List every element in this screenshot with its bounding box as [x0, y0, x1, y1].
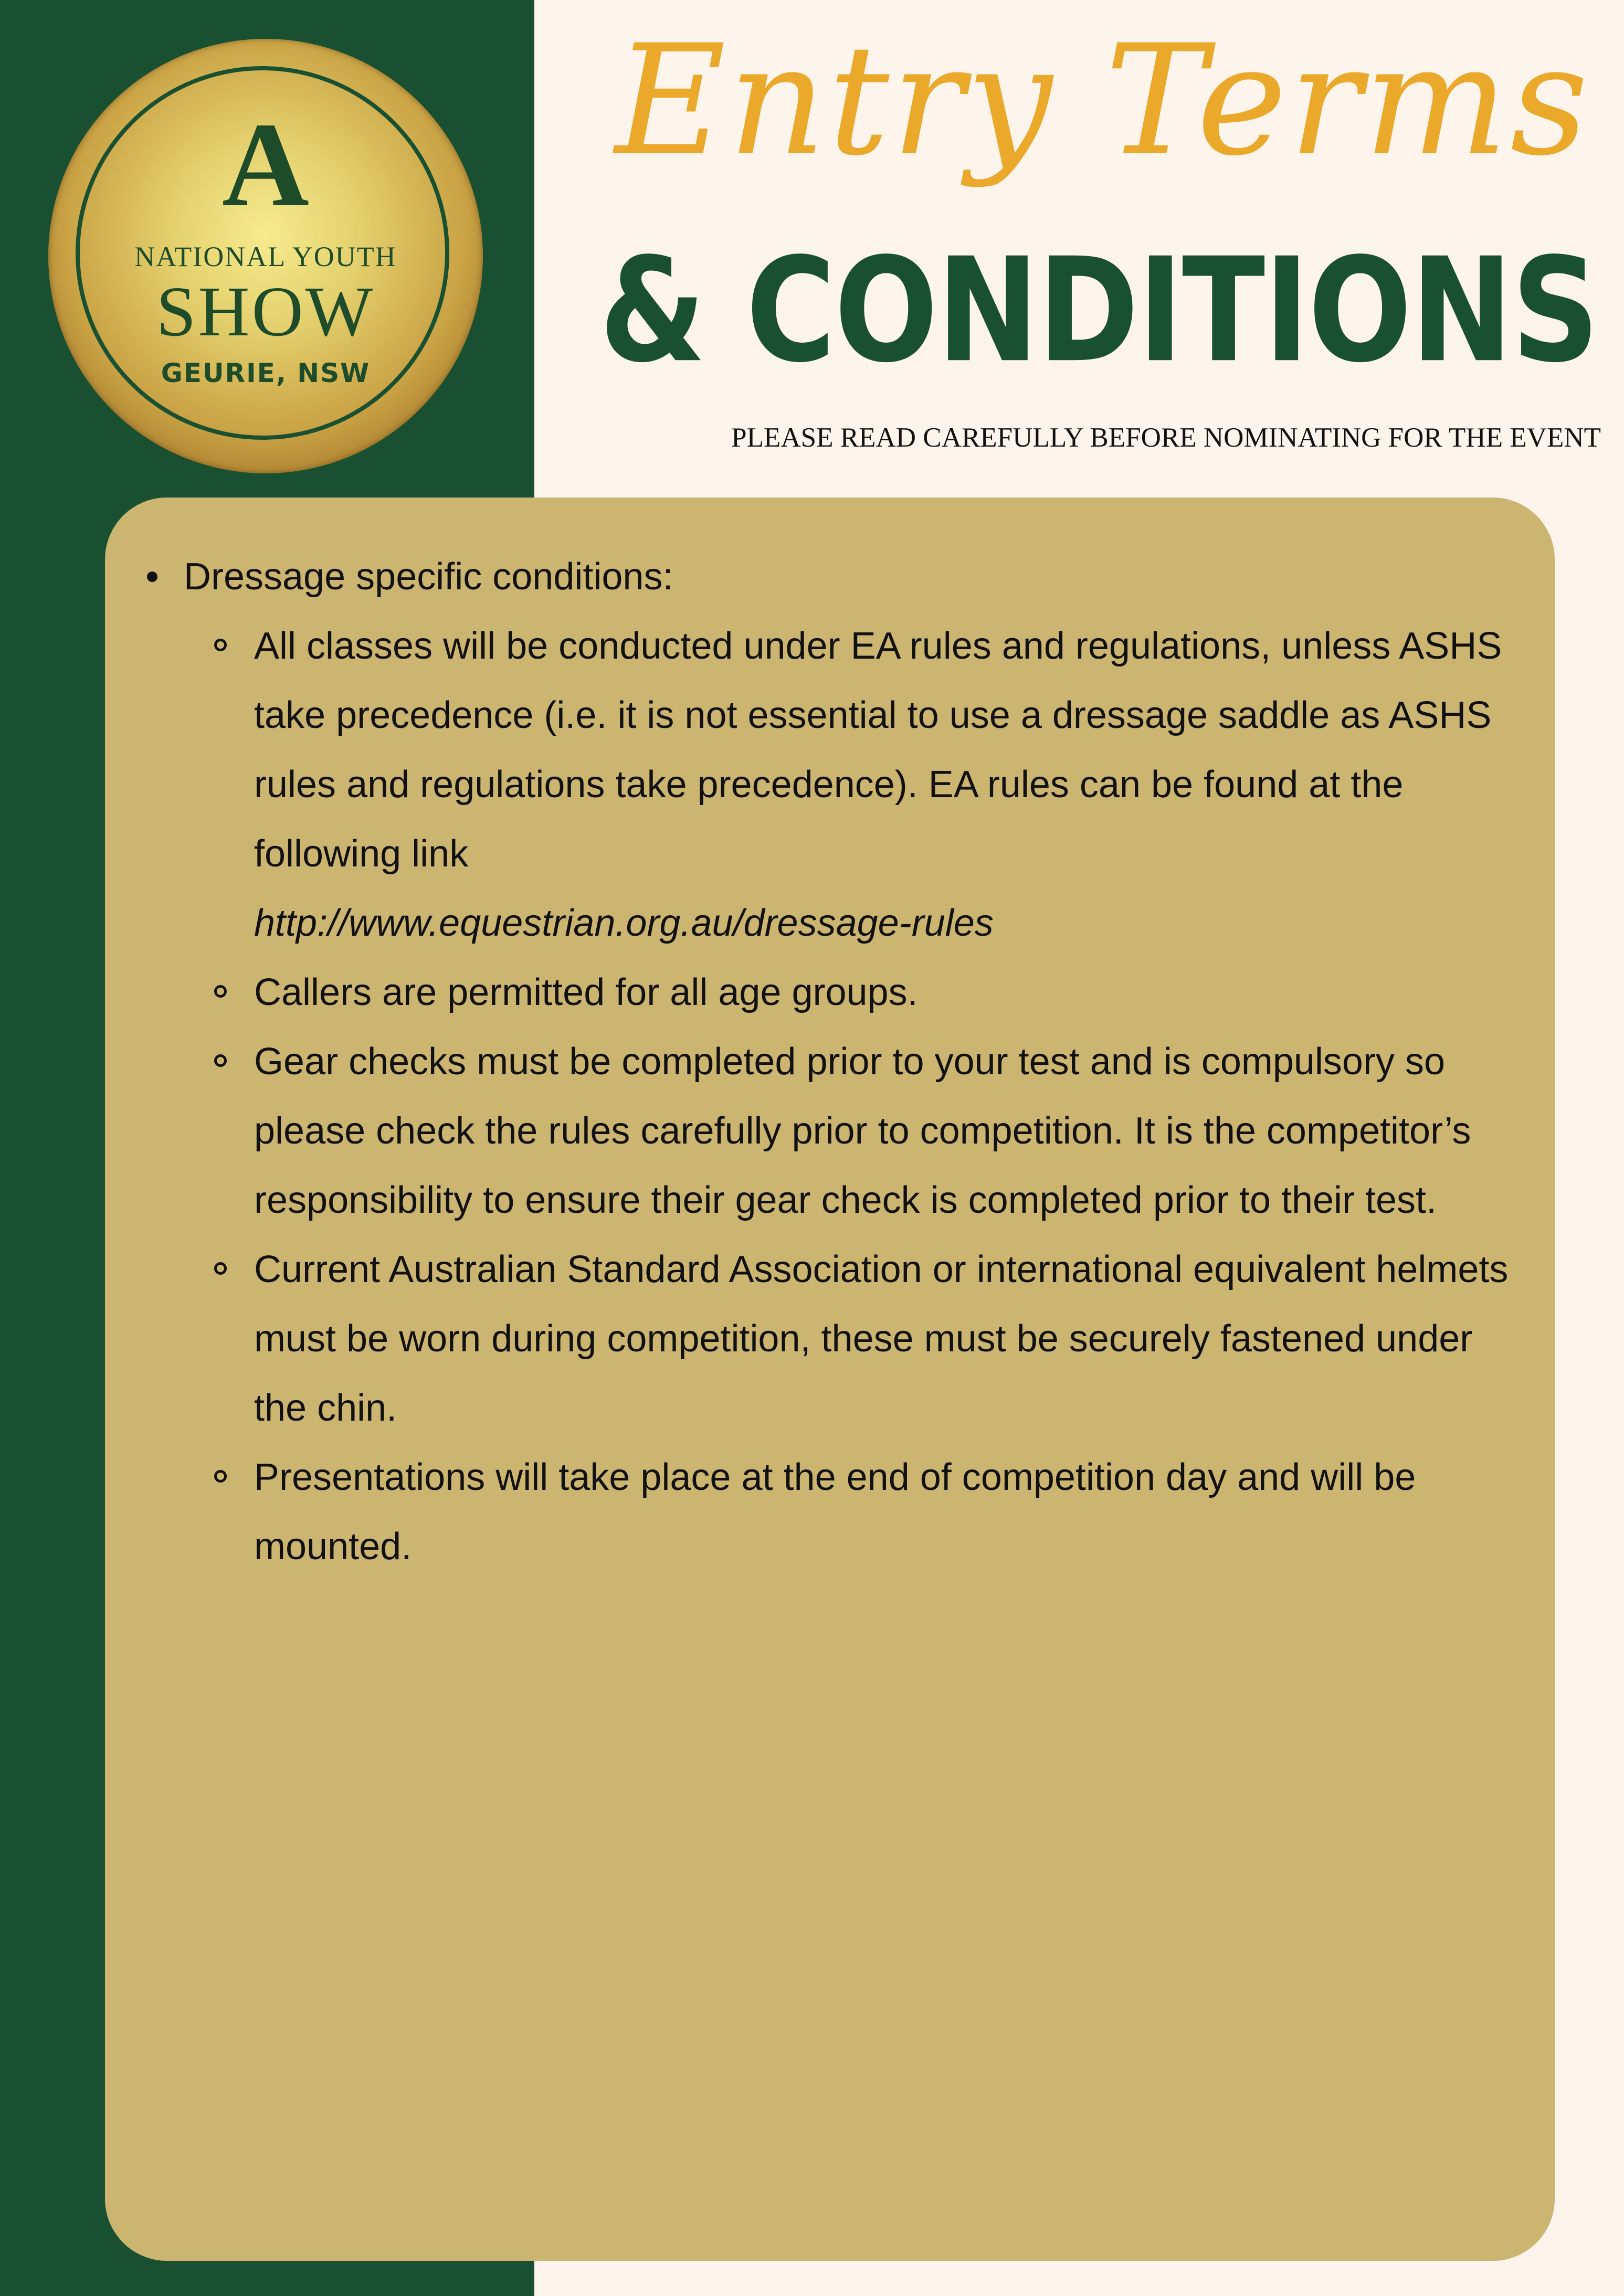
list-item [184, 611, 1527, 958]
logo-line-location: GEURIE, NSW [161, 358, 371, 388]
logo-letter: A [222, 98, 310, 231]
item-text: Current Australian Standard Association or international equivalent helmets must be worn during competition, these must be securely fastened under the chin. [254, 1248, 1509, 1429]
item-text: Callers are permitted for all age groups. [254, 971, 918, 1013]
item-text: Presentations will take place at the end of competition day and will be mounted. [254, 1456, 1416, 1568]
list-item [184, 1235, 1527, 1443]
title-conditions: & CONDITIONS [599, 227, 1598, 395]
item-text: Gear checks must be completed prior to your test and is compulsory so please check the rules carefully prior to competition. It is the competitor’s responsibility to ensure their gear check is completed prior to their test. [254, 1041, 1471, 1221]
section-label: Dressage specific conditions: [184, 556, 673, 598]
logo-line-national-youth: NATIONAL YOUTH [134, 241, 397, 272]
item-text: All classes will be conducted under EA rules and regulations, unless ASHS take precedence (i.e. it is not essential to use a dressage saddle as ASHS rules and regulations take precedence). EA rules can be found at the following link [254, 625, 1502, 875]
logo-line-show: SHOW [156, 272, 375, 351]
conditions-panel [105, 498, 1555, 2261]
sub-list [184, 611, 1527, 1581]
list-item [184, 1027, 1527, 1235]
title-entry-terms: Entry Terms [615, 13, 1590, 189]
list-item [184, 958, 1527, 1027]
list-item [184, 1443, 1527, 1581]
rules-link[interactable]: http://www.equestrian.org.au/dressage-rules [254, 902, 994, 944]
list-item-section [142, 542, 1527, 1581]
conditions-list [142, 542, 1527, 1581]
show-logo [48, 39, 483, 473]
subtitle: PLEASE READ CAREFULLY BEFORE NOMINATING FOR THE EVENT [731, 422, 1601, 453]
